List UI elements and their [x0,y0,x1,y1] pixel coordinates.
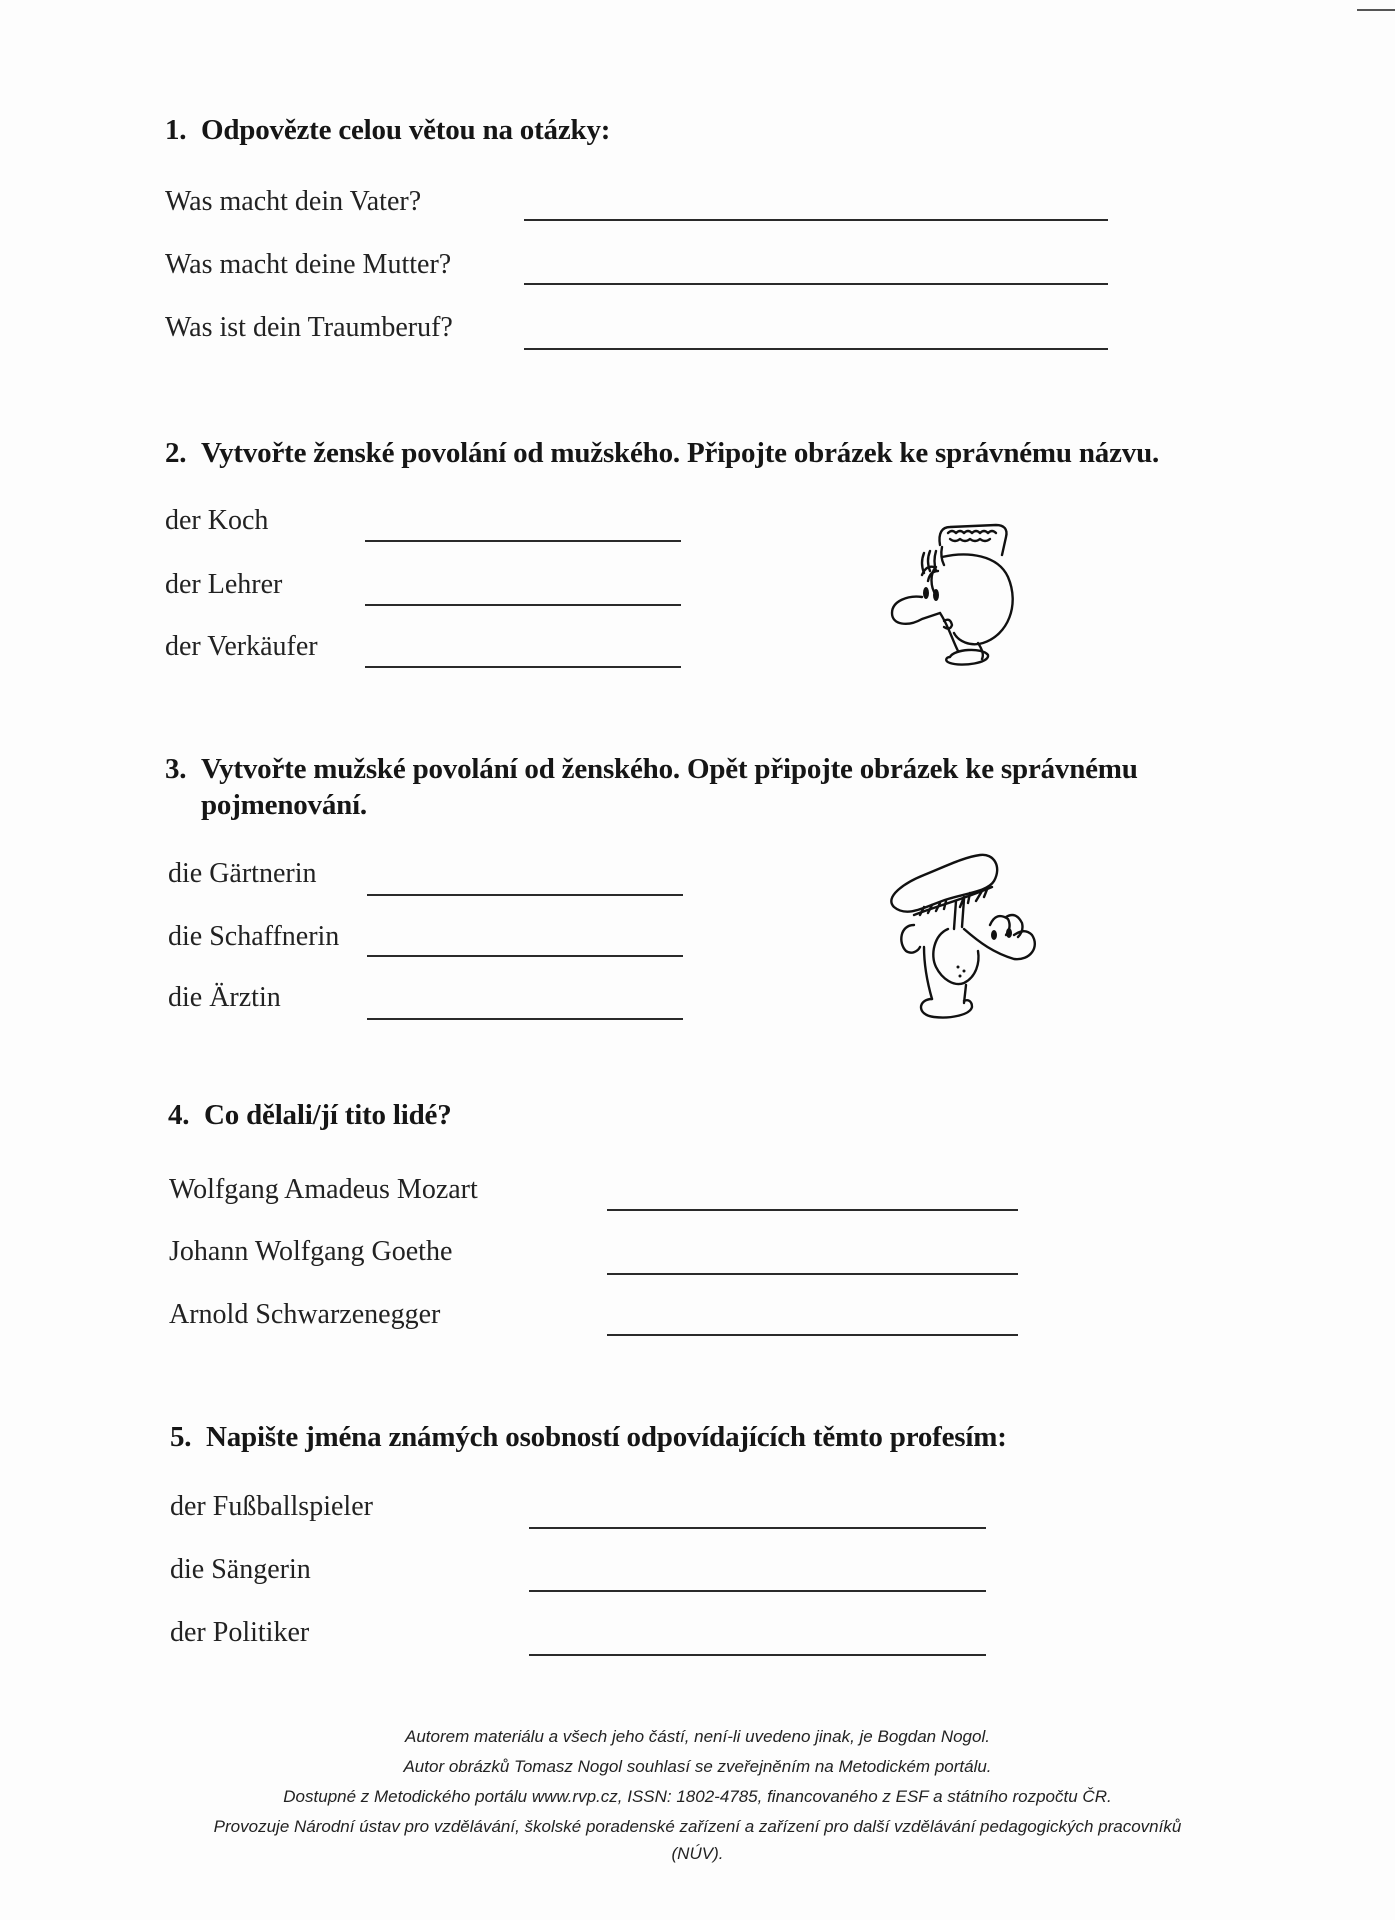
person-label: Arnold Schwarzenegger [169,1299,441,1330]
answer-line[interactable] [365,540,681,542]
answer-line[interactable] [365,666,681,668]
answer-line[interactable] [524,219,1108,221]
section-2-heading [165,437,1159,470]
person-label: Johann Wolfgang Goethe [169,1236,453,1267]
footer-line: Autorem materiálu a všech jeho částí, není-li uvedeno jinak, je Bogdan Nogol. [405,1727,990,1746]
section-5-heading [170,1421,1007,1454]
section-4-heading [168,1099,452,1132]
cartoon-cook-icon [878,515,1033,667]
section-number: 1. [165,114,187,146]
section-title-line-1: Vytvořte mužské povolání od ženského. Opět připojte obrázek ke správnému [201,753,1138,785]
scan-edge-mark [1357,9,1395,11]
answer-line[interactable] [367,955,683,957]
section-3-heading [165,753,1138,786]
answer-line[interactable] [529,1527,986,1529]
section-title: Napište jména známých osobností odpovídajících těmto profesím: [206,1421,1007,1453]
profession-label: die Sängerin [170,1554,311,1585]
answer-line[interactable] [365,604,681,606]
profession-label: der Fußballspieler [170,1491,373,1522]
profession-label: der Lehrer [165,569,283,600]
answer-line[interactable] [524,348,1108,350]
profession-label: die Schaffnerin [168,921,340,952]
profession-label: der Verkäufer [165,631,318,662]
answer-line[interactable] [607,1209,1018,1211]
answer-line[interactable] [367,894,683,896]
answer-line[interactable] [607,1273,1018,1275]
person-label: Wolfgang Amadeus Mozart [169,1174,478,1205]
footer-line: Dostupné z Metodického portálu www.rvp.cz, ISSN: 1802-4785, financovaného z ESF a státního rozpočtu ČR. [283,1787,1112,1806]
question-label: Was macht dein Vater? [165,186,422,217]
answer-line[interactable] [607,1334,1018,1336]
footer-line: (NÚV). [671,1844,724,1863]
profession-label: der Politiker [170,1617,310,1648]
section-number: 4. [168,1099,190,1131]
footer-line: Autor obrázků Tomasz Nogol souhlasí se zveřejněním na Metodickém portálu. [403,1757,992,1776]
section-3-heading-line-2: pojmenování. [201,789,367,821]
section-number: 2. [165,437,187,469]
answer-line[interactable] [529,1654,986,1656]
question-label: Was macht deine Mutter? [165,249,452,280]
answer-line[interactable] [367,1018,683,1020]
answer-line[interactable] [529,1590,986,1592]
profession-label: die Ärztin [168,982,281,1013]
section-title: Co dělali/jí tito lidé? [204,1099,452,1131]
section-1-heading [165,114,610,147]
profession-label: der Koch [165,505,269,536]
section-number: 5. [170,1421,192,1453]
footer-credits [0,1722,1395,1866]
cartoon-conductor-icon [884,843,1039,1019]
section-title: Odpovězte celou větou na otázky: [201,114,611,146]
footer-line: Provozuje Národní ústav pro vzdělávání, školské poradenské zařízení a zařízení pro další vzdělávání pedagogických pracovníků [213,1817,1182,1836]
profession-label: die Gärtnerin [168,858,317,889]
section-number: 3. [165,753,187,785]
answer-line[interactable] [524,283,1108,285]
question-label: Was ist dein Traumberuf? [165,312,453,343]
section-title: Vytvořte ženské povolání od mužského. Připojte obrázek ke správnému názvu. [201,437,1160,469]
